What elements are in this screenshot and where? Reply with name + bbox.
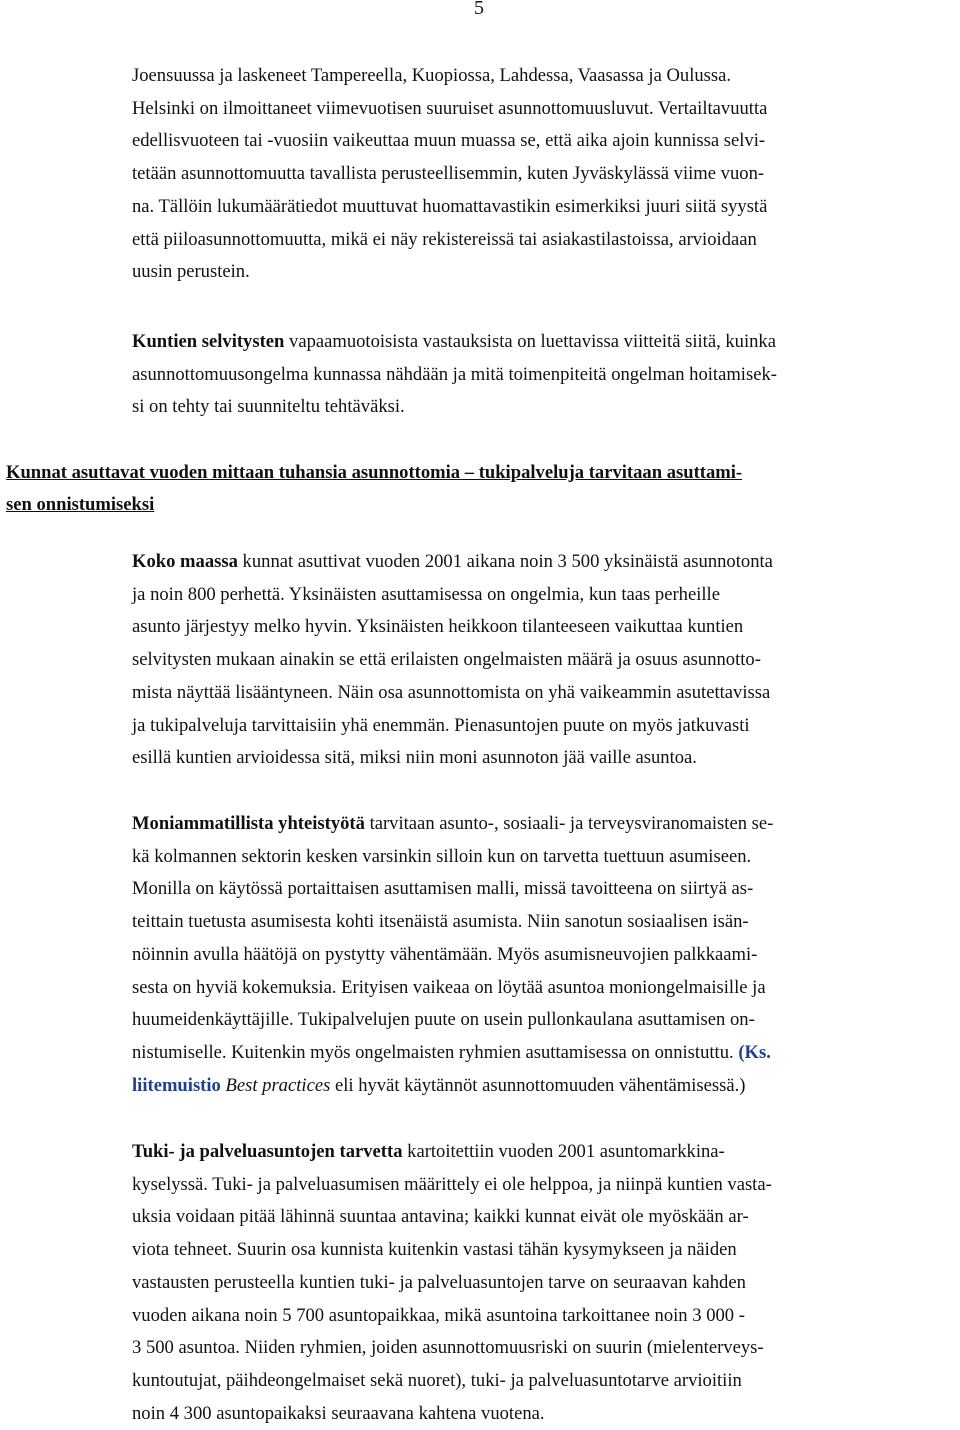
text-line: 3 500 asuntoa. Niiden ryhmien, joiden asunnottomuusriski on suurin (mielenterveys- <box>132 1337 764 1359</box>
paragraph-whole-country <box>132 546 952 775</box>
text-line: Joensuussa ja laskeneet Tampereella, Kuopiossa, Lahdessa, Vaasassa ja Oulussa. <box>132 65 732 86</box>
text-line: ja noin 800 perhettä. Yksinäisten asuttamisessa on ongelmia, kun taas perheille <box>132 583 720 605</box>
text-line: Helsinki on ilmoittaneet viimevuotisen suuruiset asunnottomuusluvut. Vertailtavuutta <box>132 97 768 119</box>
text-line: teittain tuetusta asumisesta kohti itsenäistä asumista. Niin sanotun sosiaalisen isän- <box>132 911 749 933</box>
text-run: kartoitettiin vuoden 2001 asuntomarkkina- <box>402 1141 725 1162</box>
text-line <box>132 1136 952 1169</box>
bold-lead: Moniammatillista yhteistyötä <box>132 813 365 834</box>
text-line: viota tehneet. Suurin osa kunnista kuitenkin vastasi tähän kysymykseen ja näiden <box>132 1239 737 1261</box>
text-line: vuoden aikana noin 5 700 asuntopaikkaa, mikä asuntoina tarkoittanee noin 3 000 - <box>132 1304 745 1326</box>
text-line: na. Tällöin lukumäärätiedot muuttuvat huomattavastikin esimerkiksi juuri siitä syystä <box>132 195 768 217</box>
text-line: selvitysten mukaan ainakin se että erilaisten ongelmaisten määrä ja osuus asunnotto- <box>132 649 761 671</box>
text-line: si on tehty tai suunniteltu tehtäväksi. <box>132 396 405 418</box>
text-line <box>132 808 952 841</box>
text-line: kyselyssä. Tuki- ja palveluasumisen määrittely ei ole helppoa, ja niinpä kuntien vasta- <box>132 1173 772 1195</box>
paragraph-municipal-surveys <box>132 326 952 424</box>
text-line: nöinnin avulla häätöjä on pystytty vähentämään. Myös asumisneuvojien palkkaami- <box>132 943 758 965</box>
text-line: uksia voidaan pitää lähinnä suuntaa antavina; kaikki kunnat eivät ole myöskään ar- <box>132 1206 749 1228</box>
reference-paren: ( <box>738 1041 745 1063</box>
appendix-link[interactable]: liitemuistio <box>132 1074 221 1096</box>
text-run: eli hyvät käytännöt asunnottomuuden vähentämisessä.) <box>330 1074 746 1096</box>
text-line: asunto järjestyy melko hyvin. Yksinäisten heikkoon tilanteeseen vaikuttaa kuntien <box>132 616 744 638</box>
heading-line: sen onnistumiseksi <box>6 494 155 515</box>
text-line: esillä kuntien arvioidessa sitä, miksi niin moni asunnoton jää vaille asuntoa. <box>132 747 697 769</box>
heading-line: Kunnat asuttavat vuoden mittaan tuhansia asunnottomia – tukipalveluja tarvitaan asuttami- <box>6 462 743 483</box>
text-line <box>132 1037 952 1070</box>
text-line: tetään asunnottomuutta tavallista perusteellisemmin, kuten Jyväskylässä viime vuon- <box>132 163 765 185</box>
paragraph-supported-housing <box>132 1136 952 1430</box>
bold-lead: Tuki- ja palveluasuntojen tarvetta <box>132 1141 403 1162</box>
page-number: 5 <box>474 0 484 19</box>
text-run: tarvitaan asunto-, sosiaali- ja terveysviranomaisten se- <box>364 813 774 834</box>
text-line: Monilla on käytössä portaittaisen asuttamisen malli, missä tavoitteena on siirtyä as- <box>132 878 754 900</box>
text-line <box>132 546 952 579</box>
text-run: kunnat asuttivat vuoden 2001 aikana noin 3 500 yksinäistä asunnotonta <box>237 551 773 572</box>
text-run: vapaamuotoisista vastauksista on luettavissa viitteitä siitä, kuinka <box>284 331 776 352</box>
paragraph-homelessness-counts <box>132 60 952 289</box>
text-line: asunnottomuusongelma kunnassa nähdään ja mitä toimenpiteitä ongelman hoitamisek- <box>132 363 777 385</box>
text-line: sesta on hyviä kokemuksia. Erityisen vaikeaa on löytää asuntoa moniongelmaisille ja <box>132 976 766 998</box>
italic-term: Best practices <box>220 1074 331 1096</box>
bold-lead: Kuntien selvitysten <box>132 331 285 352</box>
paragraph-multiprofessional <box>132 808 952 1102</box>
appendix-link[interactable]: Ks. <box>744 1041 771 1063</box>
text-line: vastausten perusteella kuntien tuki- ja palveluasuntojen tarve on seuraavan kahden <box>132 1271 746 1293</box>
text-line: uusin perustein. <box>132 261 250 283</box>
text-line: edellisvuoteen tai -vuosiin vaikeuttaa muun muassa se, että aika ajoin kunnissa selvi- <box>132 130 766 152</box>
text-line: mista näyttää lisääntyneen. Näin osa asunnottomista on yhä vaikeammin asutettavissa <box>132 681 771 703</box>
text-line: noin 4 300 asuntopaikaksi seuraavana kahtena vuotena. <box>132 1402 545 1424</box>
bold-lead: Koko maassa <box>132 551 238 572</box>
text-line: kuntoutujat, päihdeongelmaiset sekä nuoret), tuki- ja palveluasuntotarve arvioitiin <box>132 1369 742 1391</box>
text-run: nistumiselle. Kuitenkin myös ongelmaisten ryhmien asuttamisessa on onnistuttu. <box>132 1041 739 1063</box>
text-line: että piiloasunnottomuutta, mikä ei näy rekistereissä tai asiakastilastoissa, arvioidaan <box>132 228 757 250</box>
text-line <box>132 1070 952 1103</box>
text-line: ja tukipalveluja tarvittaisiin yhä enemmän. Pienasuntojen puute on myös jatkuvasti <box>132 714 750 736</box>
section-heading <box>6 457 956 521</box>
text-line: kä kolmannen sektorin kesken varsinkin silloin kun on tarvetta tuettuun asumiseen. <box>132 845 752 867</box>
text-line <box>132 326 952 359</box>
text-line: huumeidenkäyttäjille. Tukipalvelujen puute on usein pullonkaulana asuttamisen on- <box>132 1009 755 1031</box>
